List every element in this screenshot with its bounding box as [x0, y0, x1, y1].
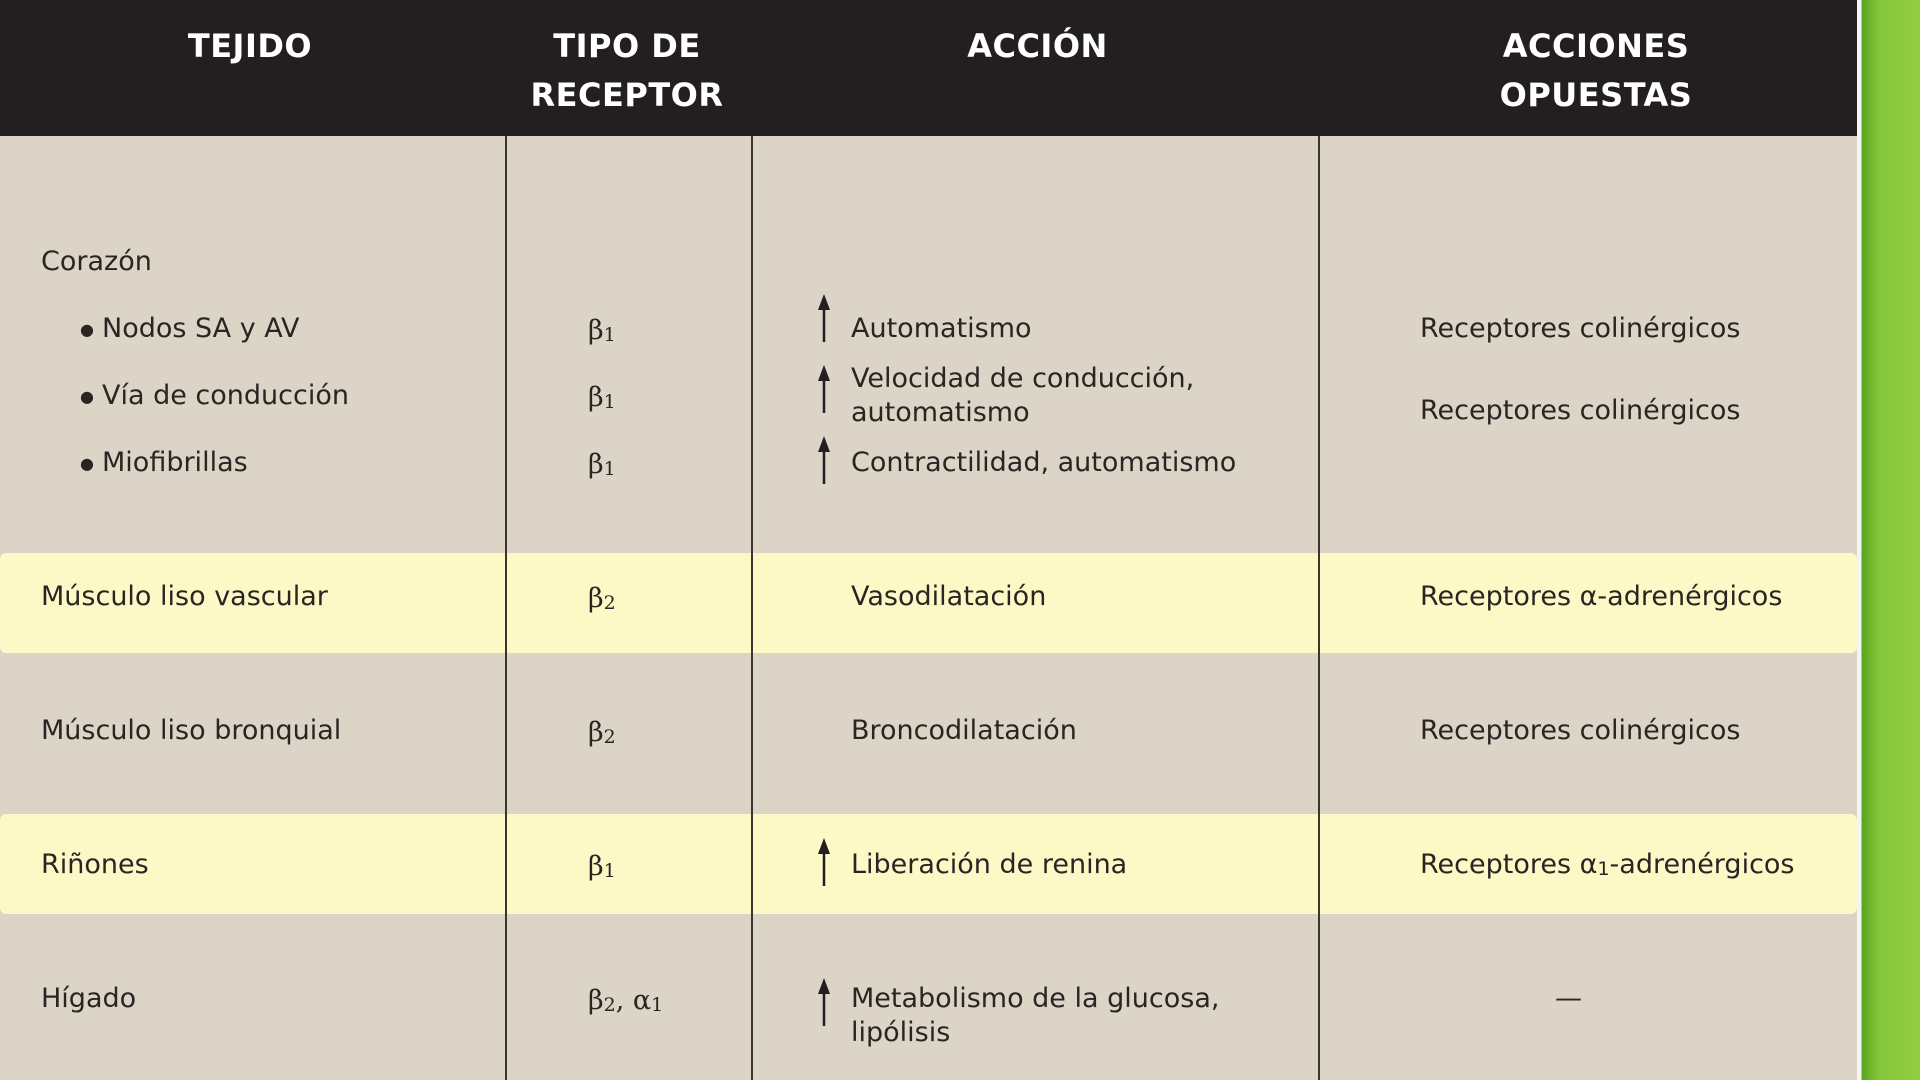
opposite-action: Receptores α-adrenérgicos — [1420, 581, 1783, 612]
action-text: Velocidad de conducción, — [851, 363, 1195, 394]
column-divider — [1318, 136, 1320, 1080]
action-text: automatismo — [851, 397, 1030, 428]
action-text: Automatismo — [851, 313, 1032, 344]
tissue-label: ● Nodos SA y AV — [102, 312, 300, 346]
increase-arrow-icon — [817, 365, 831, 413]
tissue-label: ● Vía de conducción — [102, 379, 349, 413]
receptor-type: $\beta_1$ — [588, 382, 616, 413]
header-tejido: TEJIDO — [187, 27, 313, 65]
receptor-type: $\beta_2$ — [588, 583, 616, 614]
header-acciones-opuestas: ACCIONES OPUESTAS — [1499, 27, 1693, 114]
column-divider — [505, 136, 507, 1080]
action-text: lipólisis — [851, 1017, 951, 1048]
opposite-action: Receptores colinérgicos — [1420, 715, 1741, 746]
action-text: Contractilidad, automatismo — [851, 447, 1237, 478]
increase-arrow-icon — [817, 294, 831, 342]
decorative-green-stripe — [1857, 0, 1920, 1080]
tissue-label: ● Miofibrillas — [102, 446, 248, 480]
receptor-type: $\beta_2$ — [588, 717, 616, 748]
receptor-type: $\beta_1$ — [588, 315, 616, 346]
header-accion: ACCIÓN — [967, 27, 1108, 65]
action-text: Broncodilatación — [851, 715, 1077, 746]
receptor-type: $\beta_1$ — [588, 449, 616, 480]
action-text: Metabolismo de la glucosa, — [851, 983, 1220, 1014]
action-text: Vasodilatación — [851, 581, 1047, 612]
tissue-label: Hígado — [41, 983, 137, 1014]
increase-arrow-icon — [817, 436, 831, 484]
receptor-type: $\beta_1$ — [588, 851, 616, 882]
opposite-action: Receptores colinérgicos — [1420, 313, 1741, 344]
increase-arrow-icon — [817, 978, 831, 1026]
receptor-type: $\beta_2$, $\alpha_1$ — [588, 985, 664, 1016]
opposite-action: Receptores $\alpha_1$-adrenérgicos — [1420, 849, 1795, 880]
header-tipo-receptor: TIPO DE RECEPTOR — [530, 27, 724, 114]
opposite-action: Receptores colinérgicos — [1420, 395, 1741, 426]
opposite-action: — — [1555, 983, 1582, 1014]
table-header — [0, 0, 1857, 136]
tissue-label: Músculo liso vascular — [41, 581, 328, 612]
tissue-label: Músculo liso bronquial — [41, 715, 342, 746]
action-text: Liberación de renina — [851, 849, 1128, 880]
tissue-label: Corazón — [41, 246, 152, 277]
tissue-label: Riñones — [41, 849, 149, 880]
increase-arrow-icon — [817, 838, 831, 886]
column-divider — [751, 136, 753, 1080]
